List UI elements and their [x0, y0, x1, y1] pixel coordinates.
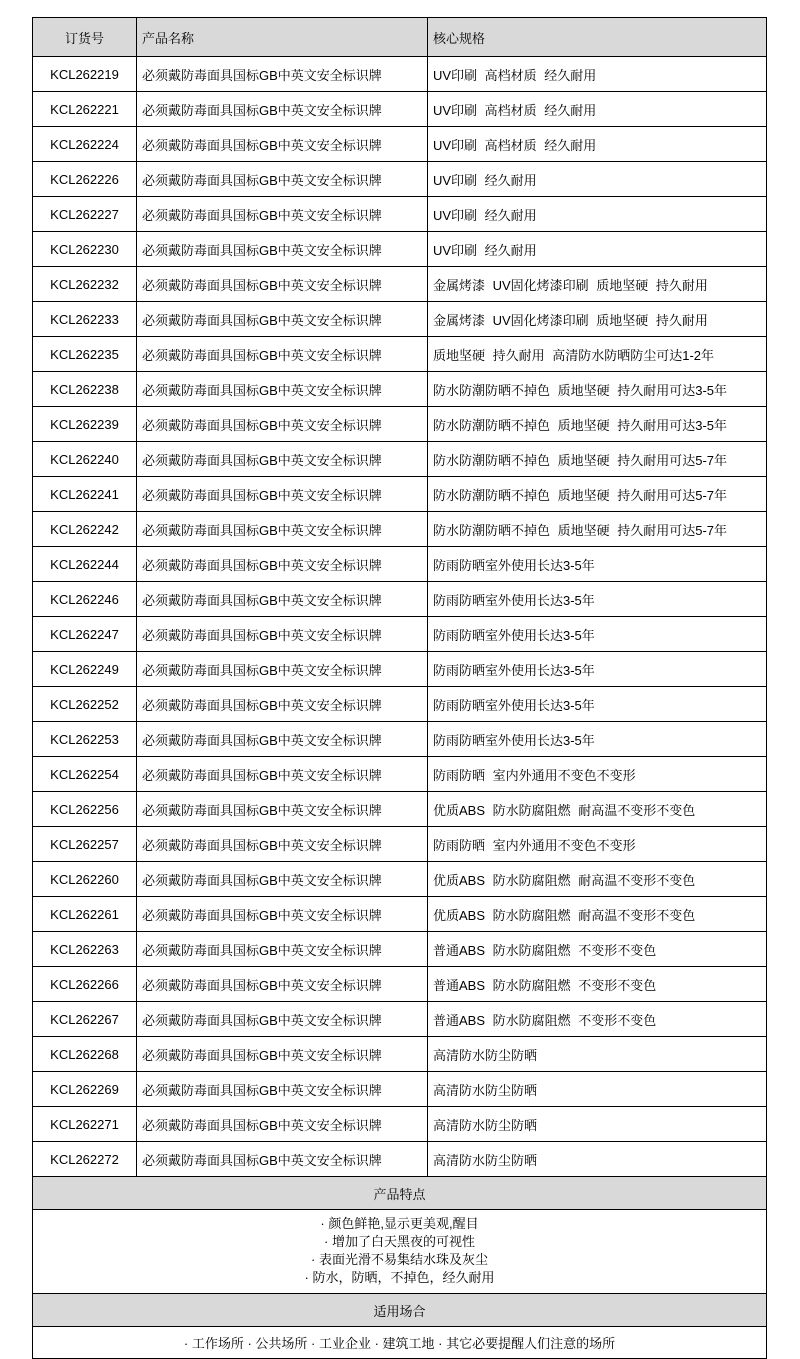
order-code-cell: KCL262239: [33, 407, 137, 442]
feature-item: · 增加了白天黑夜的可视性: [324, 1234, 475, 1249]
core-spec-cell: 质地坚硬 持久耐用 高清防水防晒防尘可达1-2年: [428, 337, 767, 372]
table-row: [33, 232, 767, 267]
order-code-cell: KCL262233: [33, 302, 137, 337]
table-row: [33, 1072, 767, 1107]
product-spec-sheet: [32, 17, 766, 1359]
core-spec-cell: 防雨防晒室外使用长达3-5年: [428, 687, 767, 722]
product-name-cell: 必须戴防毒面具国标GB中英文安全标识牌: [137, 407, 428, 442]
core-spec-cell: 防水防潮防晒不掉色 质地坚硬 持久耐用可达5-7年: [428, 477, 767, 512]
order-code-cell: KCL262246: [33, 582, 137, 617]
product-name-cell: 必须戴防毒面具国标GB中英文安全标识牌: [137, 302, 428, 337]
product-name-cell: 必须戴防毒面具国标GB中英文安全标识牌: [137, 792, 428, 827]
table-row: [33, 617, 767, 652]
order-code-cell: KCL262272: [33, 1142, 137, 1177]
order-code-cell: KCL262267: [33, 1002, 137, 1037]
product-name-cell: 必须戴防毒面具国标GB中英文安全标识牌: [137, 442, 428, 477]
product-name-cell: 必须戴防毒面具国标GB中英文安全标识牌: [137, 757, 428, 792]
table-row: [33, 722, 767, 757]
occasions-body-row: [33, 1327, 767, 1359]
core-spec-cell: 防雨防晒室外使用长达3-5年: [428, 652, 767, 687]
core-spec-cell: 高清防水防尘防晒: [428, 1072, 767, 1107]
table-row: [33, 827, 767, 862]
table-row: [33, 407, 767, 442]
order-code-cell: KCL262235: [33, 337, 137, 372]
product-name-cell: 必须戴防毒面具国标GB中英文安全标识牌: [137, 687, 428, 722]
table-row: [33, 547, 767, 582]
core-spec-cell: 普通ABS 防水防腐阻燃 不变形不变色: [428, 1002, 767, 1037]
feature-item: · 表面光滑不易集结水珠及灰尘: [311, 1252, 488, 1267]
core-spec-cell: 防水防潮防晒不掉色 质地坚硬 持久耐用可达5-7年: [428, 442, 767, 477]
product-name-cell: 必须戴防毒面具国标GB中英文安全标识牌: [137, 652, 428, 687]
product-name-cell: 必须戴防毒面具国标GB中英文安全标识牌: [137, 162, 428, 197]
core-spec-cell: 防雨防晒室外使用长达3-5年: [428, 722, 767, 757]
core-spec-cell: 防雨防晒 室内外通用不变色不变形: [428, 757, 767, 792]
order-code-cell: KCL262238: [33, 372, 137, 407]
features-body-row: [33, 1210, 767, 1294]
order-code-cell: KCL262257: [33, 827, 137, 862]
core-spec-cell: 防雨防晒 室内外通用不变色不变形: [428, 827, 767, 862]
core-spec-cell: 防水防潮防晒不掉色 质地坚硬 持久耐用可达3-5年: [428, 372, 767, 407]
core-spec-cell: 防水防潮防晒不掉色 质地坚硬 持久耐用可达3-5年: [428, 407, 767, 442]
product-rows: [33, 57, 767, 1177]
order-code-cell: KCL262256: [33, 792, 137, 827]
core-spec-cell: UV印刷 经久耐用: [428, 232, 767, 267]
table-row: [33, 1107, 767, 1142]
order-code-cell: KCL262221: [33, 92, 137, 127]
product-name-cell: 必须戴防毒面具国标GB中英文安全标识牌: [137, 1107, 428, 1142]
order-code-cell: KCL262269: [33, 1072, 137, 1107]
table-row: [33, 932, 767, 967]
order-code-cell: KCL262271: [33, 1107, 137, 1142]
core-spec-cell: 普通ABS 防水防腐阻燃 不变形不变色: [428, 967, 767, 1002]
core-spec-cell: 优质ABS 防水防腐阻燃 耐高温不变形不变色: [428, 897, 767, 932]
table-row: [33, 197, 767, 232]
product-name-cell: 必须戴防毒面具国标GB中英文安全标识牌: [137, 57, 428, 92]
core-spec-cell: 高清防水防尘防晒: [428, 1142, 767, 1177]
order-code-cell: KCL262260: [33, 862, 137, 897]
table-row: [33, 162, 767, 197]
order-code-cell: KCL262263: [33, 932, 137, 967]
table-row: [33, 57, 767, 92]
core-spec-cell: 防雨防晒室外使用长达3-5年: [428, 547, 767, 582]
table-row: [33, 302, 767, 337]
table-row: [33, 512, 767, 547]
order-code-cell: KCL262266: [33, 967, 137, 1002]
order-code-cell: KCL262230: [33, 232, 137, 267]
table-row: [33, 1002, 767, 1037]
order-code-cell: KCL262249: [33, 652, 137, 687]
table-row: [33, 442, 767, 477]
core-spec-cell: 防水防潮防晒不掉色 质地坚硬 持久耐用可达5-7年: [428, 512, 767, 547]
order-code-cell: KCL262241: [33, 477, 137, 512]
table-row: [33, 757, 767, 792]
features-title: 产品特点: [33, 1177, 767, 1210]
product-name-cell: 必须戴防毒面具国标GB中英文安全标识牌: [137, 547, 428, 582]
features-header-row: [33, 1177, 767, 1210]
order-code-cell: KCL262268: [33, 1037, 137, 1072]
core-spec-cell: 金属烤漆 UV固化烤漆印刷 质地坚硬 持久耐用: [428, 302, 767, 337]
table-row: [33, 862, 767, 897]
table-row: [33, 92, 767, 127]
core-spec-cell: UV印刷 经久耐用: [428, 162, 767, 197]
product-name-cell: 必须戴防毒面具国标GB中英文安全标识牌: [137, 967, 428, 1002]
order-code-cell: KCL262219: [33, 57, 137, 92]
product-name-cell: 必须戴防毒面具国标GB中英文安全标识牌: [137, 1002, 428, 1037]
table-row: [33, 967, 767, 1002]
table-row: [33, 792, 767, 827]
core-spec-cell: UV印刷 高档材质 经久耐用: [428, 57, 767, 92]
core-spec-cell: 优质ABS 防水防腐阻燃 耐高温不变形不变色: [428, 862, 767, 897]
occasions-header-row: [33, 1294, 767, 1327]
product-name-cell: 必须戴防毒面具国标GB中英文安全标识牌: [137, 477, 428, 512]
order-code-cell: KCL262232: [33, 267, 137, 302]
product-name-cell: 必须戴防毒面具国标GB中英文安全标识牌: [137, 1037, 428, 1072]
product-name-cell: 必须戴防毒面具国标GB中英文安全标识牌: [137, 267, 428, 302]
product-name-cell: 必须戴防毒面具国标GB中英文安全标识牌: [137, 127, 428, 162]
product-name-cell: 必须戴防毒面具国标GB中英文安全标识牌: [137, 92, 428, 127]
core-spec-cell: 普通ABS 防水防腐阻燃 不变形不变色: [428, 932, 767, 967]
product-name-cell: 必须戴防毒面具国标GB中英文安全标识牌: [137, 722, 428, 757]
core-spec-cell: 高清防水防尘防晒: [428, 1037, 767, 1072]
column-header-product-name: 产品名称: [137, 18, 428, 57]
product-name-cell: 必须戴防毒面具国标GB中英文安全标识牌: [137, 897, 428, 932]
order-code-cell: KCL262227: [33, 197, 137, 232]
product-name-cell: 必须戴防毒面具国标GB中英文安全标识牌: [137, 1142, 428, 1177]
column-header-core-spec: 核心规格: [428, 18, 767, 57]
product-name-cell: 必须戴防毒面具国标GB中英文安全标识牌: [137, 932, 428, 967]
product-name-cell: 必须戴防毒面具国标GB中英文安全标识牌: [137, 582, 428, 617]
product-name-cell: 必须戴防毒面具国标GB中英文安全标识牌: [137, 197, 428, 232]
core-spec-cell: 防雨防晒室外使用长达3-5年: [428, 617, 767, 652]
feature-item: · 颜色鲜艳,显示更美观,醒目: [320, 1216, 479, 1231]
table-row: [33, 897, 767, 932]
order-code-cell: KCL262247: [33, 617, 137, 652]
order-code-cell: KCL262244: [33, 547, 137, 582]
core-spec-cell: 高清防水防尘防晒: [428, 1107, 767, 1142]
footer-sections: [33, 1177, 767, 1359]
order-code-cell: KCL262261: [33, 897, 137, 932]
occasions-title: 适用场合: [33, 1294, 767, 1327]
table-row: [33, 267, 767, 302]
product-name-cell: 必须戴防毒面具国标GB中英文安全标识牌: [137, 372, 428, 407]
product-name-cell: 必须戴防毒面具国标GB中英文安全标识牌: [137, 1072, 428, 1107]
table-row: [33, 1142, 767, 1177]
occasions-text: · 工作场所 · 公共场所 · 工业企业 · 建筑工地 · 其它必要提醒人们注意的场所: [33, 1327, 767, 1359]
product-name-cell: 必须戴防毒面具国标GB中英文安全标识牌: [137, 617, 428, 652]
core-spec-cell: UV印刷 高档材质 经久耐用: [428, 92, 767, 127]
table-header: [33, 18, 767, 57]
column-header-order-code: 订货号: [33, 18, 137, 57]
feature-item: · 防水，防晒，不掉色，经久耐用: [304, 1270, 495, 1285]
order-code-cell: KCL262226: [33, 162, 137, 197]
core-spec-cell: 优质ABS 防水防腐阻燃 耐高温不变形不变色: [428, 792, 767, 827]
table-row: [33, 337, 767, 372]
product-name-cell: 必须戴防毒面具国标GB中英文安全标识牌: [137, 827, 428, 862]
table-row: [33, 1037, 767, 1072]
core-spec-cell: UV印刷 高档材质 经久耐用: [428, 127, 767, 162]
order-code-cell: KCL262253: [33, 722, 137, 757]
product-name-cell: 必须戴防毒面具国标GB中英文安全标识牌: [137, 232, 428, 267]
order-code-cell: KCL262242: [33, 512, 137, 547]
table-row: [33, 582, 767, 617]
table-row: [33, 127, 767, 162]
order-code-cell: KCL262224: [33, 127, 137, 162]
core-spec-cell: 金属烤漆 UV固化烤漆印刷 质地坚硬 持久耐用: [428, 267, 767, 302]
product-name-cell: 必须戴防毒面具国标GB中英文安全标识牌: [137, 512, 428, 547]
order-code-cell: KCL262254: [33, 757, 137, 792]
core-spec-cell: 防雨防晒室外使用长达3-5年: [428, 582, 767, 617]
table-row: [33, 687, 767, 722]
features-list: [33, 1210, 767, 1294]
order-code-cell: KCL262240: [33, 442, 137, 477]
product-name-cell: 必须戴防毒面具国标GB中英文安全标识牌: [137, 337, 428, 372]
table-row: [33, 477, 767, 512]
table-row: [33, 652, 767, 687]
product-name-cell: 必须戴防毒面具国标GB中英文安全标识牌: [137, 862, 428, 897]
core-spec-cell: UV印刷 经久耐用: [428, 197, 767, 232]
product-table: [32, 17, 767, 1359]
order-code-cell: KCL262252: [33, 687, 137, 722]
header-row: [33, 18, 767, 57]
table-row: [33, 372, 767, 407]
